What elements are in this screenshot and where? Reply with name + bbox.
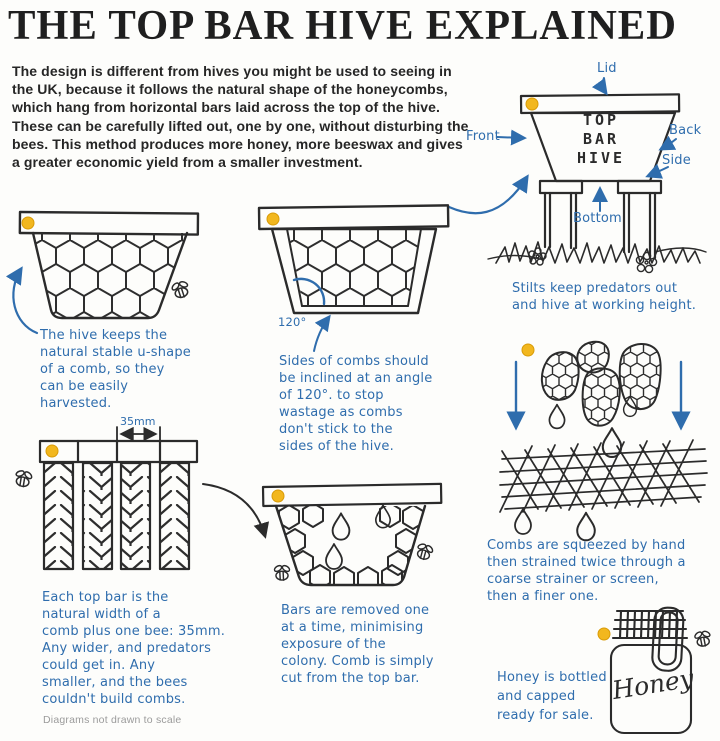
step4-caption: Bars are removed one at a time, minimising exposure of the colony. Comb is simply cut from the top bar. (281, 603, 434, 686)
step6-caption: Honey is bottled and capped ready for sale. (497, 670, 607, 723)
step2-caption: Sides of combs should be inclined at an angle of 120°. to stop wastage as combs don't stick to the sides of the hive. (279, 354, 433, 454)
step4-comb-drawing (263, 484, 441, 591)
hive-label-bottom: Bottom (573, 211, 622, 226)
step3-caption: Each top bar is the natural width of a comb plus one bee: 35mm. Any wider, and predators could get in. Any smaller, and the bees couldn't build combs. (42, 590, 226, 707)
hive-label-back: Back (669, 123, 702, 138)
hive-label-side: Side (662, 153, 691, 168)
step1-caption: The hive keeps the natural stable u-shape of a comb, so they can be easily harvested. (40, 328, 191, 411)
hive-label-lid: Lid (597, 61, 617, 76)
page-title: THE TOP BAR HIVE EXPLAINED (8, 3, 677, 49)
angle-label: 120° (278, 315, 307, 329)
step5-caption: Combs are squeezed by hand then strained twice through a coarse strainer or screen, then a finer one. (487, 538, 686, 604)
step5-strain-drawing (500, 342, 707, 541)
hive-name: TOP BAR HIVE (576, 111, 626, 167)
measure-label: 35mm (120, 415, 156, 428)
hive-label-front: Front (466, 129, 500, 144)
scale-footnote: Diagrams not drawn to scale (43, 714, 182, 726)
stilts-caption: Stilts keep predators out and hive at working height. (512, 281, 697, 313)
step1-comb-drawing (20, 212, 200, 326)
step4-arrow (203, 484, 265, 536)
intro-paragraph: The design is different from hives you might be used to seeing in the UK, because it follows the natural shape of the honeycombs, which hang from horizontal bars laid across the top of the hive. These can be carefully lifted out, one by one, without disturbing the bees. This method produces more honey, more beeswax and gives a greater economic yield from a smaller investment. (12, 63, 469, 171)
step2-hive-section-drawing (259, 205, 448, 316)
jar-label: Honey (610, 663, 696, 706)
step3-bars-drawing (40, 427, 197, 569)
step1-arrow (13, 269, 37, 333)
